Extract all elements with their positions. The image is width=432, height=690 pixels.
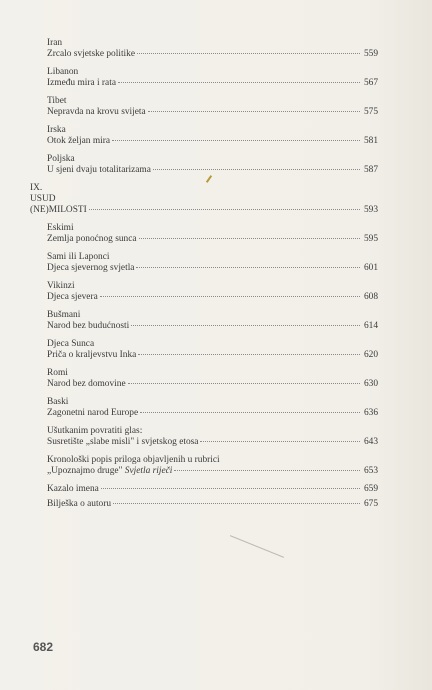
page-number: 581: [363, 136, 378, 146]
entry-subtitle: Narod bez domovine: [47, 379, 126, 389]
toc-entry-djeca-sunca: [30, 339, 378, 361]
entry-title: Libanon: [47, 67, 79, 77]
entry-subtitle: Zagonetni narod Europe: [47, 408, 139, 418]
page-number: 608: [363, 292, 378, 302]
leader-dots: [153, 168, 360, 170]
entry-title: Poljska: [47, 154, 75, 164]
toc-entry-vikinzi: [30, 281, 378, 303]
leader-dots: [89, 208, 360, 210]
toc-entry-kazalo: [30, 484, 378, 495]
toc-entry-iran: [30, 38, 378, 60]
leader-dots: [139, 237, 360, 239]
entry-title: Bušmani: [47, 310, 81, 320]
entry-title: Bilješka o autoru: [47, 499, 112, 509]
entry-subtitle-italic: Svjetla riječi: [124, 466, 173, 476]
entry-title: Irska: [47, 125, 66, 135]
toc-entry-baski: [30, 397, 378, 419]
entry-subtitle: Djeca sjevera: [47, 292, 98, 302]
toc-entry-kronoloski: [30, 455, 378, 477]
entry-subtitle: Zrcalo svjetske politike: [47, 49, 135, 59]
toc-entry-tibet: [30, 96, 378, 118]
toc-entry-romi: [30, 368, 378, 390]
leader-dots: [137, 52, 360, 54]
entry-title: Kronološki popis priloga objavljenih u rubrici: [47, 455, 220, 465]
leader-dots: [174, 469, 360, 471]
entry-title: Baski: [47, 397, 69, 407]
leader-dots: [118, 81, 360, 83]
entry-subtitle: [47, 466, 172, 477]
page-number: 601: [363, 263, 378, 273]
chapter-title-line2: (NE)MILOSTI: [30, 205, 87, 215]
toc-entry-libanon: [30, 67, 378, 89]
entry-title: Tibet: [47, 96, 67, 106]
leader-dots: [131, 324, 360, 326]
entry-title: Kazalo imena: [47, 484, 99, 494]
page-number: 575: [363, 107, 378, 117]
page-number: 559: [363, 49, 378, 59]
toc-entry-usutkanim: [30, 426, 378, 448]
table-of-contents: [30, 38, 378, 517]
entry-subtitle: Susretište „slabe misli" i svjetskog etosa: [47, 437, 199, 447]
leader-dots: [100, 295, 360, 297]
page-number: 659: [363, 484, 378, 494]
page-number: 587: [363, 165, 378, 175]
toc-entry-poljska: [30, 154, 378, 176]
entry-subtitle-quote: „Upoznajmo druge": [47, 466, 125, 476]
leader-dots: [148, 110, 360, 112]
page-number: 643: [363, 437, 378, 447]
page-number: 614: [363, 321, 378, 331]
entry-title: Ušutkanim povratiti glas:: [47, 426, 143, 436]
entry-subtitle: Između mira i rata: [47, 78, 116, 88]
entry-title: Sami ili Laponci: [47, 252, 110, 262]
page-number: 567: [363, 78, 378, 88]
entry-subtitle: Priča o kraljevstvu Inka: [47, 350, 137, 360]
page-number: 675: [363, 499, 378, 509]
entry-subtitle: Djeca sjevernog svjetla: [47, 263, 135, 273]
entry-title: Eskimi: [47, 223, 74, 233]
page-number: 653: [363, 466, 378, 476]
chapter-number: IX.: [30, 183, 43, 193]
leader-dots: [112, 139, 360, 141]
leader-dots: [140, 411, 360, 413]
page-number: 593: [363, 205, 378, 215]
page-number: 630: [363, 379, 378, 389]
entry-subtitle: U sjeni dvaju totalitarizama: [47, 165, 151, 175]
toc-entry-biljeska: [30, 499, 378, 510]
leader-dots: [138, 353, 360, 355]
toc-entry-irska: [30, 125, 378, 147]
toc-entry-eskimi: [30, 223, 378, 245]
toc-chapter-ix: [30, 183, 378, 216]
toc-entry-sami: [30, 252, 378, 274]
page-number: 595: [363, 234, 378, 244]
entry-subtitle: Otok željan mira: [47, 136, 110, 146]
entry-title: Romi: [47, 368, 68, 378]
leader-dots: [136, 266, 360, 268]
entry-title: Iran: [47, 38, 63, 48]
leader-dots: [101, 487, 360, 489]
page-number: 620: [363, 350, 378, 360]
entry-title: Djeca Sunca: [47, 339, 95, 349]
entry-subtitle: Nepravda na krovu svijeta: [47, 107, 146, 117]
entry-subtitle: Zemlja ponoćnog sunca: [47, 234, 137, 244]
page-folio: 682: [33, 640, 54, 654]
leader-dots: [113, 502, 360, 504]
entry-subtitle: Narod bez budućnosti: [47, 321, 130, 331]
toc-entry-busmani: [30, 310, 378, 332]
page-number: 636: [363, 408, 378, 418]
leader-dots: [200, 440, 360, 442]
chapter-title-line1: USUD: [30, 194, 56, 204]
entry-title: Vikinzi: [47, 281, 75, 291]
leader-dots: [128, 382, 360, 384]
faint-stroke: [230, 535, 284, 558]
